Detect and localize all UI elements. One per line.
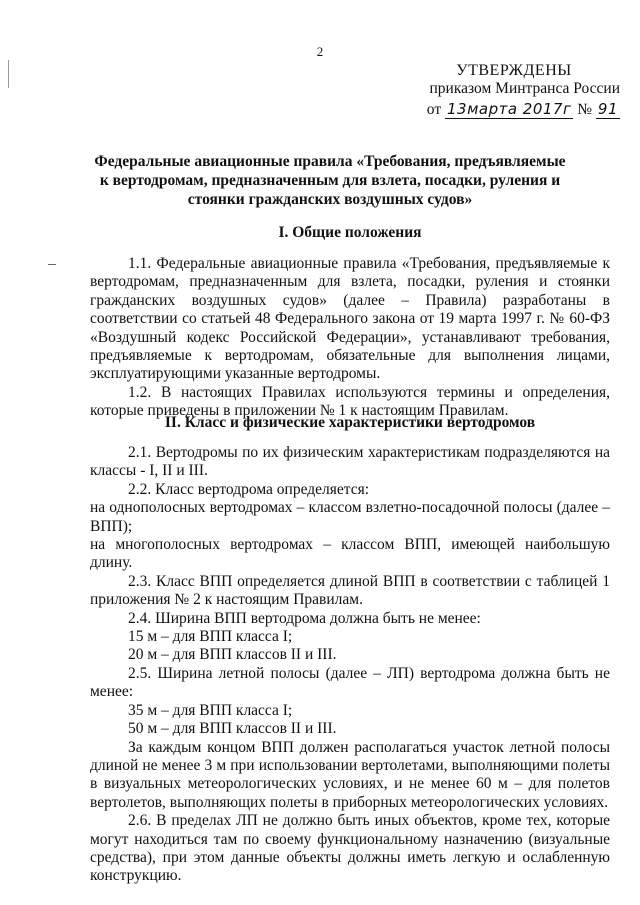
- section-heading-2: II. Класс и физические характеристики вертодромов: [164, 414, 536, 431]
- paragraph: 2.1. Вертодромы по их физическим характеристикам подразделяются на классы - I, II и III.: [90, 444, 610, 480]
- paragraph: За каждым концом ВПП должен располагаться участок летной полосы длиной не менее 3 м при использовании вертолетами, выполняющими полеты в визуальных метеорологических условиях, и не менее 60 м – для полетов вертолетов, выполняющих полеты в приборных метеорологических условиях.: [90, 738, 610, 811]
- section-1-body: [90, 255, 610, 421]
- paragraph: 2.3. Класс ВПП определяется длиной ВПП в соответствии с таблицей 1 приложения № 2 к настоящим Правилам.: [90, 572, 610, 609]
- list-item: 20 м – для ВПП классов II и III.: [128, 646, 337, 664]
- scan-margin-mark: [8, 60, 9, 88]
- paragraph: на многополосных вертодромах – классом ВПП, имеющей наибольшую длину.: [90, 536, 610, 572]
- scan-dash-mark: [48, 264, 56, 265]
- document-title: Федеральные авиационные правила «Требования, предъявляемые к вертодромам, предназначенным для взлета, посадки, руления и стоянки гражданских воздушных судов»: [94, 153, 566, 208]
- approval-order: приказом Минтранса России: [429, 80, 620, 97]
- list-item: 15 м – для ВПП класса I;: [128, 628, 293, 646]
- paragraph: 2.5. Ширина летной полосы (далее – ЛП) вертодрома должна быть не менее:: [90, 664, 610, 701]
- approval-date: 13марта 2017г: [446, 100, 572, 118]
- list-item: 50 м – для ВПП классов II и III.: [128, 720, 337, 738]
- paragraph: 1.2. В настоящих Правилах используются термины и определения, которые приведены в приложении № 1 к настоящим Правилам.: [90, 383, 610, 420]
- list-item: 35 м – для ВПП класса I;: [128, 701, 293, 719]
- approval-title: УТВЕРЖДЕНЫ: [456, 62, 572, 79]
- section-heading-1: I. Общие положения: [278, 224, 422, 241]
- approval-stamp: [400, 62, 620, 119]
- approval-number: 91: [597, 100, 618, 118]
- page-number: 2: [316, 44, 324, 59]
- paragraph: на однополосных вертодромах – классом взлетно-посадочной полосы (далее – ВПП);: [90, 499, 610, 535]
- paragraph: 2.4. Ширина ВПП вертодрома должна быть не менее:: [128, 609, 481, 627]
- paragraph: 2.6. В пределах ЛП не должно быть иных объектов, кроме тех, которые могут находиться там по своему функциональному назначению (визуальные средства), при этом данные объекты должны иметь легкую и ослабленную конструкцию.: [90, 812, 610, 885]
- section-2-body: [90, 444, 610, 886]
- paragraph: 2.2. Класс вертодрома определяется:: [128, 480, 370, 498]
- approval-date-prefix: от: [426, 101, 442, 118]
- paragraph: 1.1. Федеральные авиационные правила «Требования, предъявляемые к вертодромам, предназначенным для взлета, посадки, руления и стоянки гражданских воздушных судов» (далее – Правила) разработаны в соответствии со статьей 48 Федерального закона от 19 марта 1997 г. № 60-ФЗ «Воздушный кодекс Российской Федерации», устанавливают требования, предъявляемые к вертодромам, обязательные для выполнения лицами, эксплуатирующими указанные вертодромы.: [90, 255, 610, 383]
- approval-number-label: №: [577, 101, 593, 118]
- approval-date-line: [400, 100, 620, 119]
